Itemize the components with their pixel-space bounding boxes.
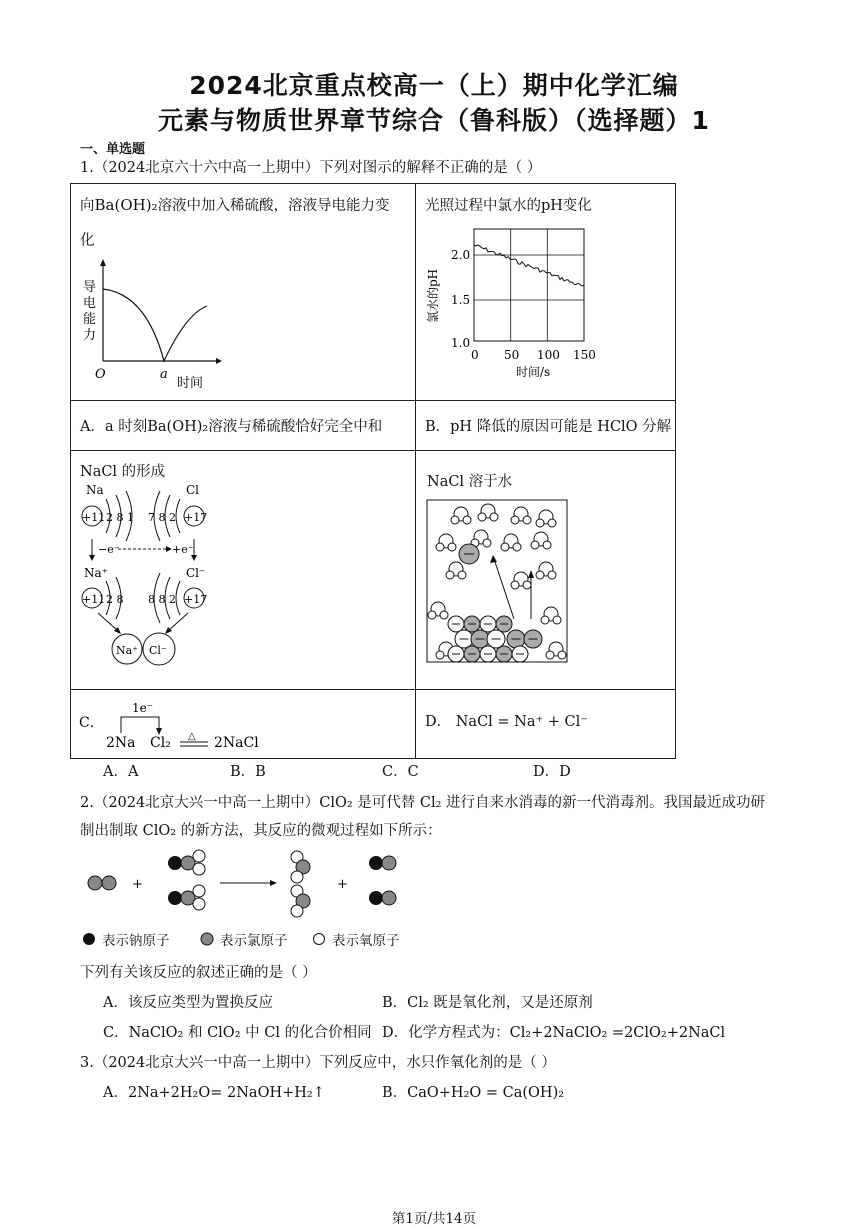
water-molecule-atom	[553, 616, 561, 624]
water-molecule-atom	[548, 519, 556, 527]
svg-text:△: △	[188, 731, 196, 742]
graph-a-ylabel-3: 能	[83, 312, 97, 327]
graph-b-ytick-15: 1.5	[451, 293, 471, 307]
q1-figure-table	[70, 183, 676, 759]
water-molecule-atom	[490, 513, 498, 521]
q2-option-a[interactable]: A．该反应类型为置换反应	[103, 995, 273, 1011]
svg-text:+e⁻: +e⁻	[172, 543, 194, 556]
option-b-cell	[416, 401, 676, 451]
option-c-equation	[76, 695, 276, 750]
water-molecule-atom	[546, 651, 554, 659]
q1-choice-c[interactable]: C．C	[382, 764, 419, 780]
q3-stem: 3.（2024北京大兴一中高一上期中）下列反应中，水只作氧化剂的是（ ）	[80, 1055, 556, 1071]
svg-text:Na: Na	[86, 483, 104, 497]
sodium-swatch-icon	[82, 932, 96, 946]
graph-a-ylabel-2: 电	[83, 296, 97, 311]
reaction-micro-process	[80, 848, 420, 920]
option-a-cell	[71, 401, 416, 451]
svg-text:C．: C．	[79, 715, 104, 731]
option-d-text: D． NaCl = Na⁺ + Cl⁻	[425, 714, 588, 730]
water-molecule-atom	[501, 543, 509, 551]
svg-text:Cl₂: Cl₂	[150, 735, 171, 750]
conductivity-graph	[81, 254, 231, 389]
oxygen-swatch-icon	[312, 932, 326, 946]
cell-a-figure	[71, 184, 416, 401]
svg-text:Na⁺: Na⁺	[84, 566, 108, 580]
svg-text:7 8 2: 7 8 2	[148, 511, 176, 524]
graph-a-origin: O	[95, 367, 106, 382]
water-molecule-atom	[511, 516, 519, 524]
graph-b-ylabel: 氯水的pH	[426, 268, 440, 323]
cell-d-caption: NaCl 溶于水	[427, 474, 513, 490]
graph-a-point-a: a	[160, 367, 168, 382]
q2-option-d[interactable]: D．化学方程式为：Cl₂+2NaClO₂ =2ClO₂+2NaCl	[382, 1025, 726, 1041]
svg-text:Na⁺: Na⁺	[116, 644, 138, 657]
svg-text:+: +	[132, 877, 143, 892]
q2-stem-line2: 制出制取 ClO₂ 的新方法，其反应的微观过程如下所示：	[80, 823, 442, 839]
water-molecule-atom	[513, 543, 521, 551]
legend-oxygen: 表示氧原子	[332, 933, 400, 949]
q1-choice-d[interactable]: D．D	[533, 764, 571, 780]
svg-text:+17: +17	[184, 511, 208, 524]
svg-text:+11: +11	[82, 511, 106, 524]
q2-question: 下列有关该反应的叙述正确的是（ ）	[80, 965, 317, 981]
graph-b-xtick-0: 0	[471, 348, 479, 362]
cell-a-caption-line2: 化	[80, 233, 95, 249]
water-molecule-atom	[440, 611, 448, 619]
q2-option-c[interactable]: C．NaClO₂ 和 ClO₂ 中 Cl 的化合价相同	[103, 1025, 372, 1041]
graph-b-ytick-1: 1.0	[451, 336, 471, 350]
water-molecule-atom	[448, 543, 456, 551]
ph-graph	[421, 219, 666, 384]
svg-text:2NaCl: 2NaCl	[214, 735, 259, 750]
ph-curve	[474, 245, 584, 286]
svg-text:2Na: 2Na	[106, 735, 136, 750]
water-molecule-atom	[541, 616, 549, 624]
nacl-dissolution-diagram	[426, 499, 569, 664]
q2-option-b[interactable]: B．Cl₂ 既是氧化剂，又是还原剂	[382, 995, 593, 1011]
q3-option-b[interactable]: B．CaO+H₂O = Ca(OH)₂	[382, 1085, 565, 1101]
graph-b-ytick-2: 2.0	[451, 248, 471, 262]
svg-text:2 8 1: 2 8 1	[106, 511, 134, 524]
svg-text:2 8: 2 8	[106, 593, 124, 606]
option-c-cell	[71, 690, 416, 759]
graph-b-xtick-150: 150	[573, 348, 596, 362]
graph-a-xlabel: 时间	[177, 376, 204, 389]
option-d-cell	[416, 690, 676, 759]
legend-sodium: 表示钠原子	[102, 933, 170, 949]
water-molecule-atom	[436, 543, 444, 551]
q1-stem: 1.（2024北京六十六中高一上期中）下列对图示的解释不正确的是（ ）	[80, 160, 542, 176]
cell-c-figure	[71, 451, 416, 690]
graph-a-ylabel-4: 力	[83, 328, 97, 343]
water-molecule-atom	[436, 651, 444, 659]
cell-a-caption: 向Ba(OH)₂溶液中加入稀硫酸，溶液导电能力变	[80, 196, 390, 214]
graph-b-xtick-100: 100	[537, 348, 560, 362]
svg-text:8 8 2: 8 8 2	[148, 593, 176, 606]
page-title-line1: 2024北京重点校高一（上）期中化学汇编	[189, 71, 679, 100]
svg-text:Cl⁻: Cl⁻	[186, 566, 206, 580]
svg-text:+17: +17	[184, 593, 208, 606]
q1-choice-a[interactable]: A．A	[103, 764, 139, 780]
q2-stem-line1: 2.（2024北京大兴一中高一上期中）ClO₂ 是可代替 Cl₂ 进行自来水消毒的新一代消毒剂。我国最近成功研	[80, 795, 766, 811]
water-molecule-atom	[536, 519, 544, 527]
option-b-text: B．pH 降低的原因可能是 HClO 分解	[425, 419, 672, 435]
water-molecule-atom	[511, 581, 519, 589]
svg-text:+: +	[337, 877, 348, 892]
cell-b-figure	[416, 184, 676, 401]
water-molecule-atom	[483, 539, 491, 547]
svg-text:Cl⁻: Cl⁻	[149, 644, 167, 657]
q3-option-a[interactable]: A．2Na+2H₂O= 2NaOH+H₂↑	[103, 1085, 325, 1101]
chlorine-swatch-icon	[200, 932, 214, 946]
water-molecule-atom	[446, 571, 454, 579]
cell-c-caption: NaCl 的形成	[80, 464, 166, 480]
svg-text:−e⁻: −e⁻	[98, 543, 120, 556]
page-footer: 第1页/共14页	[391, 1211, 477, 1227]
option-a-text: A．a 时刻Ba(OH)₂溶液与稀硫酸恰好完全中和	[80, 419, 383, 435]
svg-text:+11: +11	[82, 593, 106, 606]
svg-text:1e⁻: 1e⁻	[132, 701, 154, 715]
q1-choice-b[interactable]: B．B	[230, 764, 266, 780]
water-molecule-atom	[558, 651, 566, 659]
water-molecule-atom	[543, 541, 551, 549]
water-molecule-atom	[536, 571, 544, 579]
svg-text:Cl: Cl	[186, 483, 200, 497]
water-molecule-atom	[463, 516, 471, 524]
nacl-formation-diagram	[76, 481, 236, 681]
legend-chlorine: 表示氯原子	[220, 933, 288, 949]
water-molecule-atom	[428, 611, 436, 619]
section-heading: 一、单选题	[80, 142, 146, 157]
water-molecule-atom	[523, 581, 531, 589]
graph-a-ylabel-1: 导	[83, 280, 97, 295]
water-molecule-atom	[458, 571, 466, 579]
graph-b-xtick-50: 50	[504, 348, 520, 362]
graph-b-xlabel: 时间/s	[516, 365, 551, 379]
water-molecule-atom	[451, 516, 459, 524]
cell-b-caption: 光照过程中氯水的pH变化	[425, 198, 592, 214]
water-molecule-atom	[531, 541, 539, 549]
page-title-line2: 元素与物质世界章节综合（鲁科版）（选择题）1	[158, 106, 710, 135]
water-molecule-atom	[478, 513, 486, 521]
water-molecule-atom	[548, 571, 556, 579]
cell-d-figure	[416, 451, 676, 690]
water-molecule-atom	[523, 516, 531, 524]
